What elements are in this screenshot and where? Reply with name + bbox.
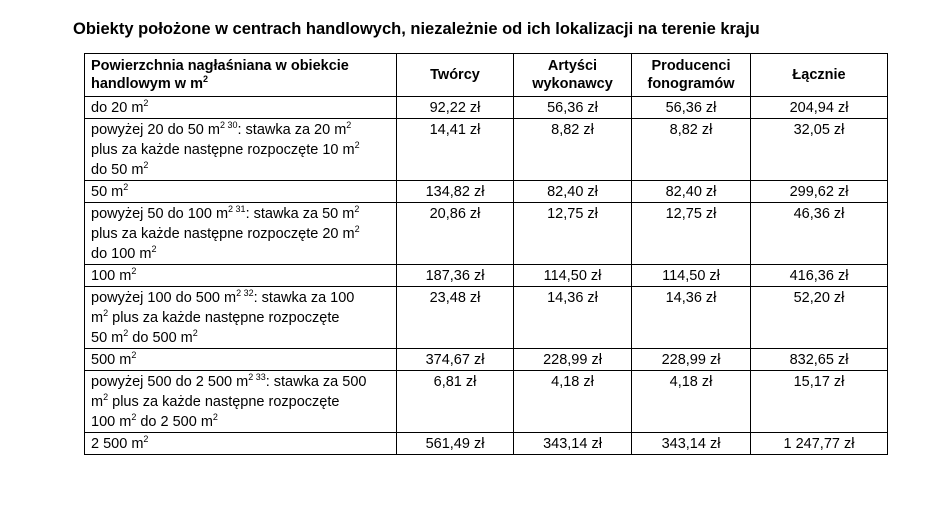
area-superscript: 2 bbox=[212, 412, 218, 422]
cell-artysci: 82,40 zł bbox=[514, 181, 632, 203]
cell-area bbox=[85, 371, 397, 433]
cell-lacznie: 46,36 zł bbox=[751, 203, 888, 265]
area-text: : stawka za 20 m bbox=[237, 122, 347, 138]
area-text: do 20 m bbox=[91, 100, 144, 116]
cell-tworcy: 561,49 zł bbox=[397, 433, 514, 455]
cell-area bbox=[85, 97, 397, 119]
area-superscript: 2 bbox=[131, 266, 137, 276]
area-text: : stawka za 50 m bbox=[245, 206, 355, 222]
cell-area bbox=[85, 287, 397, 349]
cell-artysci: 8,82 zł bbox=[514, 119, 632, 181]
area-superscript: 2 bbox=[192, 328, 198, 338]
header-artysci-line1: Artyści bbox=[547, 58, 598, 74]
header-area-sup: 2 bbox=[203, 74, 209, 84]
cell-lacznie: 832,65 zł bbox=[751, 349, 888, 371]
area-text: powyżej 20 do 50 m bbox=[91, 122, 220, 138]
header-producenci bbox=[632, 54, 751, 97]
cell-producenci: 114,50 zł bbox=[632, 265, 751, 287]
area-text: 100 m bbox=[91, 268, 132, 284]
header-producenci-line2: fonogramów bbox=[647, 76, 735, 92]
cell-tworcy: 187,36 zł bbox=[397, 265, 514, 287]
area-text: plus za każde następne rozpoczęte bbox=[108, 394, 340, 410]
cell-lacznie: 299,62 zł bbox=[751, 181, 888, 203]
header-producenci-line1: Producenci bbox=[651, 58, 731, 74]
area-text: m bbox=[91, 310, 104, 326]
area-text: : stawka za 500 bbox=[265, 374, 367, 390]
table-header-row bbox=[85, 54, 888, 97]
area-text: 500 m bbox=[91, 352, 132, 368]
area-superscript: 2 bbox=[248, 372, 254, 382]
cell-producenci: 56,36 zł bbox=[632, 97, 751, 119]
area-superscript: 2 bbox=[346, 120, 352, 130]
cell-tworcy: 23,48 zł bbox=[397, 287, 514, 349]
cell-artysci: 228,99 zł bbox=[514, 349, 632, 371]
area-text: do 100 m bbox=[91, 246, 152, 262]
cell-tworcy: 134,82 zł bbox=[397, 181, 514, 203]
footnote-ref: 33 bbox=[253, 372, 266, 382]
cell-area bbox=[85, 119, 397, 181]
footnote-ref: 32 bbox=[241, 288, 254, 298]
area-text: plus za każde następne rozpoczęte 20 m bbox=[91, 226, 355, 242]
area-text: 50 m bbox=[91, 330, 124, 346]
cell-area bbox=[85, 181, 397, 203]
cell-lacznie: 15,17 zł bbox=[751, 371, 888, 433]
cell-artysci: 343,14 zł bbox=[514, 433, 632, 455]
area-text: powyżej 100 do 500 m bbox=[91, 290, 237, 306]
area-superscript: 2 bbox=[354, 140, 360, 150]
footnote-ref: 31 bbox=[233, 204, 246, 214]
cell-tworcy: 20,86 zł bbox=[397, 203, 514, 265]
cell-lacznie: 416,36 zł bbox=[751, 265, 888, 287]
area-superscript: 2 bbox=[143, 434, 149, 444]
area-superscript: 2 bbox=[123, 182, 129, 192]
table-row bbox=[85, 433, 888, 455]
table-row bbox=[85, 97, 888, 119]
area-text: : stawka za 100 bbox=[253, 290, 355, 306]
area-superscript: 2 bbox=[103, 308, 109, 318]
cell-lacznie: 204,94 zł bbox=[751, 97, 888, 119]
area-superscript: 2 bbox=[143, 160, 149, 170]
cell-area bbox=[85, 203, 397, 265]
cell-tworcy: 92,22 zł bbox=[397, 97, 514, 119]
table-row bbox=[85, 265, 888, 287]
table-row bbox=[85, 349, 888, 371]
cell-artysci: 12,75 zł bbox=[514, 203, 632, 265]
cell-tworcy: 14,41 zł bbox=[397, 119, 514, 181]
header-artysci-line2: wykonawcy bbox=[532, 76, 613, 92]
area-text: do 50 m bbox=[91, 162, 144, 178]
cell-artysci: 4,18 zł bbox=[514, 371, 632, 433]
area-text: do 500 m bbox=[128, 330, 193, 346]
table-row bbox=[85, 119, 888, 181]
header-area-line1: Powierzchnia nagłaśniana w obiekcie bbox=[91, 58, 349, 74]
cell-tworcy: 374,67 zł bbox=[397, 349, 514, 371]
table-row bbox=[85, 371, 888, 433]
cell-producenci: 14,36 zł bbox=[632, 287, 751, 349]
table-row bbox=[85, 181, 888, 203]
cell-artysci: 14,36 zł bbox=[514, 287, 632, 349]
cell-producenci: 82,40 zł bbox=[632, 181, 751, 203]
header-area-line2: handlowym w m bbox=[91, 76, 203, 92]
header-lacznie: Łącznie bbox=[751, 54, 888, 97]
area-text: 100 m bbox=[91, 414, 132, 430]
cell-producenci: 4,18 zł bbox=[632, 371, 751, 433]
table-row bbox=[85, 287, 888, 349]
cell-lacznie: 52,20 zł bbox=[751, 287, 888, 349]
area-superscript: 2 bbox=[228, 204, 234, 214]
area-superscript: 2 bbox=[131, 412, 137, 422]
cell-producenci: 12,75 zł bbox=[632, 203, 751, 265]
area-superscript: 2 bbox=[354, 204, 360, 214]
header-tworcy: Twórcy bbox=[397, 54, 514, 97]
area-superscript: 2 bbox=[236, 288, 242, 298]
cell-area bbox=[85, 265, 397, 287]
area-superscript: 2 bbox=[219, 120, 225, 130]
cell-area bbox=[85, 349, 397, 371]
area-text: 2 500 m bbox=[91, 436, 144, 452]
area-superscript: 2 bbox=[354, 224, 360, 234]
table-body bbox=[85, 97, 888, 455]
cell-artysci: 56,36 zł bbox=[514, 97, 632, 119]
area-text: powyżej 500 do 2 500 m bbox=[91, 374, 249, 390]
area-text: m bbox=[91, 394, 104, 410]
area-text: plus za każde następne rozpoczęte bbox=[108, 310, 340, 326]
area-text: powyżej 50 do 100 m bbox=[91, 206, 229, 222]
header-area bbox=[85, 54, 397, 97]
cell-producenci: 8,82 zł bbox=[632, 119, 751, 181]
footnote-ref: 30 bbox=[224, 120, 238, 130]
cell-tworcy: 6,81 zł bbox=[397, 371, 514, 433]
area-superscript: 2 bbox=[103, 392, 109, 402]
cell-lacznie: 32,05 zł bbox=[751, 119, 888, 181]
area-superscript: 2 bbox=[151, 244, 157, 254]
cell-producenci: 343,14 zł bbox=[632, 433, 751, 455]
cell-area bbox=[85, 433, 397, 455]
area-superscript: 2 bbox=[131, 350, 137, 360]
area-superscript: 2 bbox=[143, 98, 149, 108]
area-superscript: 2 bbox=[123, 328, 129, 338]
area-text: do 2 500 m bbox=[136, 414, 213, 430]
cell-lacznie: 1 247,77 zł bbox=[751, 433, 888, 455]
cell-producenci: 228,99 zł bbox=[632, 349, 751, 371]
area-text: plus za każde następne rozpoczęte 10 m bbox=[91, 142, 355, 158]
fees-table bbox=[84, 53, 888, 455]
area-text: 50 m bbox=[91, 184, 124, 200]
header-artysci bbox=[514, 54, 632, 97]
cell-artysci: 114,50 zł bbox=[514, 265, 632, 287]
page-title: Obiekty położone w centrach handlowych, niezależnie od ich lokalizacji na terenie kraju bbox=[73, 20, 760, 38]
table-row bbox=[85, 203, 888, 265]
